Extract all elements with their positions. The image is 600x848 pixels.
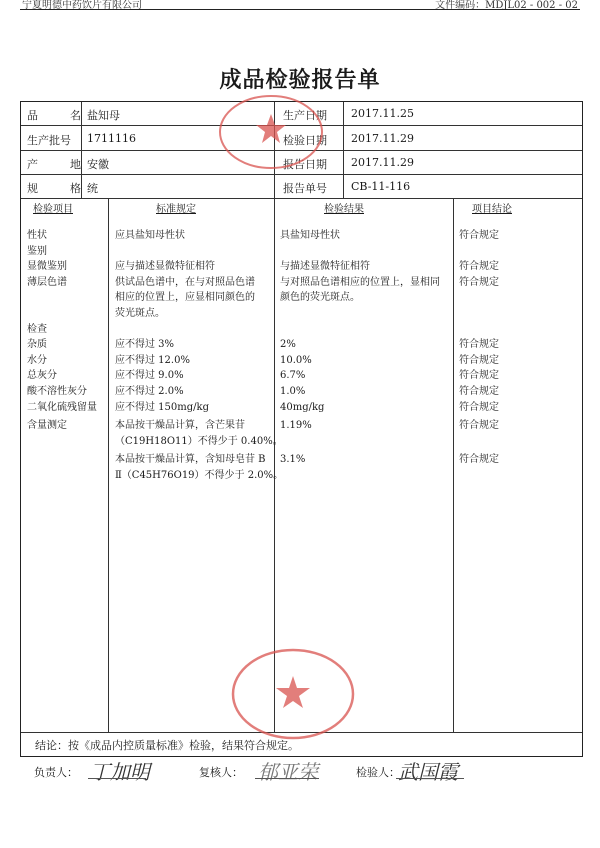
row-standard: 荧光斑点。 [115,308,165,319]
row-result: 40mg/kg [280,401,325,413]
row-standard: （C19H18O11）不得少于 0.40%。 [115,435,283,447]
divider [343,102,344,198]
row-standard: 应不得过 3% [115,339,175,351]
product-name-label: 品 名 [27,109,81,122]
report-date: 2017.11.29 [351,156,414,169]
row-item: 酸不溶性灰分 [27,386,87,397]
production-date: 2017.11.25 [351,107,414,120]
row-item: 鉴别 [27,245,47,257]
inspector-signature: 武国霞 [398,760,458,784]
row-result: 与描述显微特征相符 [280,261,370,273]
origin: 安徽 [87,158,109,171]
column-header-item: 检验项目 [33,204,73,215]
batch-number: 1711116 [87,132,136,145]
report-date-label: 报告日期 [283,158,327,171]
row-standard: 应不得过 9.0% [115,370,184,382]
divider [81,102,82,198]
spec: 统 [87,182,98,195]
signature-line [255,778,319,779]
test-date: 2017.11.29 [351,132,414,145]
row-result: 10.0% [280,354,312,366]
reviewer-label: 复核人： [199,766,243,779]
qc-seal-stamp [229,646,357,742]
row-verdict: 符合规定 [459,230,499,241]
row-verdict: 符合规定 [459,276,499,288]
row-item: 检查 [27,323,47,335]
row-item: 二氧化硫残留量 [27,401,97,413]
row-item: 水分 [27,354,47,366]
report-title: 成品检验报告单 [219,68,381,93]
row-standard: 相应的位置上，应显相同颜色的 [115,292,255,304]
signature-line [396,778,464,779]
row-verdict: 符合规定 [459,370,499,382]
row-verdict: 符合规定 [459,420,499,432]
row-standard: 供试品色谱中，在与对照品色谱 [115,276,255,288]
row-standard: 应不得过 12.0% [115,354,190,366]
row-result: 颜色的荧光斑点。 [280,292,360,304]
origin-label: 产 地 [27,158,81,171]
row-verdict: 符合规定 [459,354,499,366]
row-item: 显微鉴别 [27,261,67,273]
product-name: 盐知母 [87,109,120,122]
column-header-standard: 标准规定 [156,204,196,215]
reviewer-signature: 郁亚荣 [258,760,318,784]
row-result: 3.1% [280,454,306,466]
divider [21,198,582,199]
responsible-label: 负责人： [34,766,78,779]
spec-label: 规 格 [27,182,81,195]
row-result: 1.0% [280,386,306,397]
row-verdict: 符合规定 [459,386,499,397]
row-standard: 应具盐知母性状 [115,230,185,241]
row-result: 6.7% [280,370,306,382]
responsible-signature: 丁加明 [90,760,150,784]
row-standard: Ⅱ（C45H76O19）不得少于 2.0%。 [115,470,284,481]
divider [453,198,454,732]
inspector-label: 检验人： [356,766,400,779]
company-header: 宁夏明德中药饮片有限公司 [22,0,142,11]
row-result: 2% [280,339,296,351]
row-verdict: 符合规定 [459,454,499,466]
row-item: 含量测定 [27,420,67,432]
document-number: 文件编码：MDJL02 - 002 - 02 [435,0,578,11]
column-header-result: 检验结果 [324,204,364,215]
divider [108,198,109,732]
row-item: 性状 [27,230,47,241]
row-standard: 应不得过 2.0% [115,386,184,397]
row-standard: 本品按干燥品计算，含知母皂苷 B [115,454,266,466]
divider [21,174,582,175]
test-date-label: 检验日期 [283,134,327,147]
row-item: 总灰分 [27,370,57,382]
row-verdict: 符合规定 [459,261,499,273]
production-date-label: 生产日期 [283,109,327,122]
row-standard: 应不得过 150mg/kg [115,401,209,413]
row-item: 薄层色谱 [27,276,67,288]
conclusion: 结论：按《成品内控质量标准》检验，结果符合规定。 [35,739,299,752]
report-number-label: 报告单号 [283,182,327,195]
row-result: 1.19% [280,420,312,432]
report-number: CB-11-116 [351,180,411,193]
row-verdict: 符合规定 [459,401,499,413]
signature-line [88,778,146,779]
row-standard: 本品按干燥品计算，含芒果苷 [115,420,245,432]
batch-number-label: 生产批号 [27,134,71,147]
row-item: 杂质 [27,339,47,351]
row-result: 具盐知母性状 [280,230,340,241]
row-result: 与对照品色谱相应的位置上，显相同 [280,276,440,288]
row-verdict: 符合规定 [459,339,499,351]
column-header-verdict: 项目结论 [472,204,512,215]
header-divider [20,9,580,10]
row-standard: 应与描述显微特征相符 [115,261,215,273]
quality-dept-stamp [216,92,326,172]
